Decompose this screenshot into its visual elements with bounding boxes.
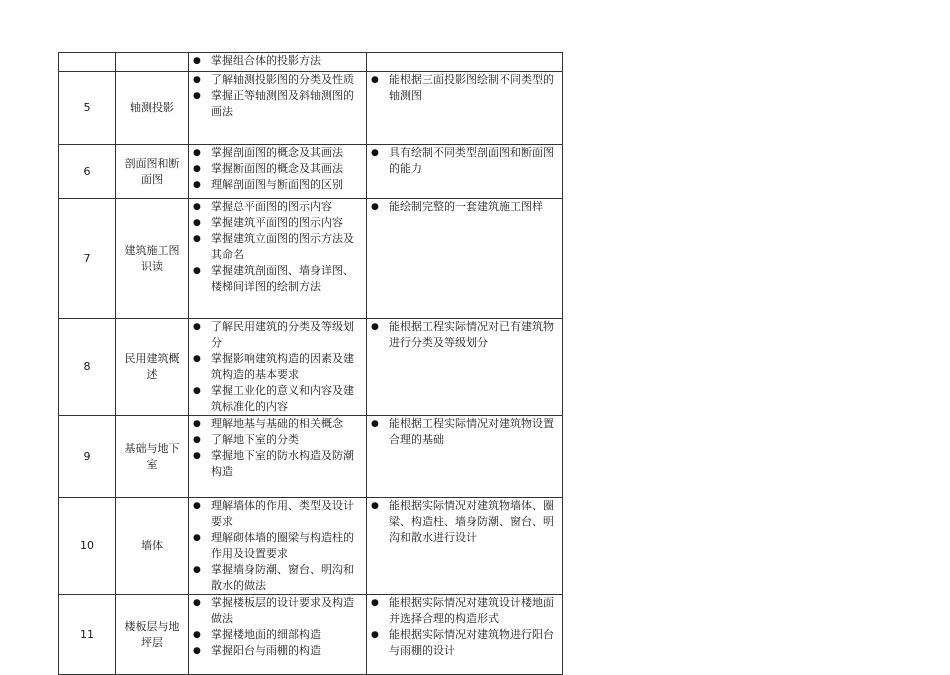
skill-item <box>371 416 560 448</box>
knowledge-item <box>193 215 364 231</box>
lesson-name: 楼板层与地坪层 <box>116 595 189 675</box>
skill-item <box>371 498 560 546</box>
knowledge-cell <box>189 199 367 319</box>
knowledge-item <box>193 319 364 351</box>
skills-cell <box>367 416 563 498</box>
bullet-icon: ● <box>193 435 201 445</box>
lesson-name: 建筑施工图识读 <box>116 199 189 319</box>
bullet-icon: ● <box>193 501 201 511</box>
bullet-icon: ● <box>193 354 201 364</box>
knowledge-item-text: 掌握影响建筑构造的因素及建筑构造的基本要求 <box>211 352 354 381</box>
lesson-name: 剖面图和断面图 <box>116 145 189 199</box>
skill-item-text: 能绘制完整的一套建筑施工图样 <box>389 200 543 213</box>
lesson-number: 10 <box>59 498 116 595</box>
knowledge-item-text: 掌握正等轴测图及斜轴测图的画法 <box>211 89 354 118</box>
bullet-icon: ● <box>193 148 201 158</box>
knowledge-item-text: 掌握断面图的概念及其画法 <box>211 162 343 175</box>
table-row <box>59 199 563 319</box>
knowledge-item-text: 掌握楼板层的设计要求及构造做法 <box>211 596 354 625</box>
bullet-icon: ● <box>371 148 379 158</box>
knowledge-item <box>193 595 364 627</box>
bullet-icon: ● <box>193 234 201 244</box>
knowledge-item-text: 掌握剖面图的概念及其画法 <box>211 146 343 159</box>
lesson-number: 5 <box>59 72 116 145</box>
lesson-name: 轴测投影 <box>116 72 189 145</box>
knowledge-item <box>193 432 364 448</box>
knowledge-item-text: 理解剖面图与断面图的区别 <box>211 178 343 191</box>
bullet-icon: ● <box>193 218 201 228</box>
skill-item-text: 能根据三面投影图绘制不同类型的轴测图 <box>389 73 554 102</box>
skill-item <box>371 72 560 104</box>
knowledge-cell <box>189 416 367 498</box>
bullet-icon: ● <box>371 630 379 640</box>
table-row <box>59 72 563 145</box>
bullet-icon: ● <box>193 533 201 543</box>
knowledge-item-text: 掌握阳台与雨棚的构造 <box>211 644 321 657</box>
skill-item <box>371 145 560 177</box>
knowledge-cell <box>189 498 367 595</box>
table-body <box>59 53 563 675</box>
knowledge-item <box>193 351 364 383</box>
knowledge-item <box>193 562 364 594</box>
skills-cell <box>367 595 563 675</box>
knowledge-item-text: 掌握建筑剖面图、墙身详图、楼梯间详图的绘制方法 <box>211 264 354 293</box>
knowledge-item <box>193 448 364 480</box>
table-row <box>59 498 563 595</box>
bullet-icon: ● <box>371 598 379 608</box>
bullet-icon: ● <box>193 646 201 656</box>
knowledge-item <box>193 53 364 69</box>
knowledge-cell <box>189 319 367 416</box>
knowledge-item-text: 掌握组合体的投影方法 <box>211 54 321 67</box>
lesson-number: 8 <box>59 319 116 416</box>
skill-item-text: 能根据实际情况对建筑物墙体、圈梁、构造柱、墙身防潮、窗台、明沟和散水进行设计 <box>389 499 554 544</box>
knowledge-item <box>193 88 364 120</box>
knowledge-item-text: 理解地基与基础的相关概念 <box>211 417 343 430</box>
table-row <box>59 53 563 72</box>
bullet-icon: ● <box>193 451 201 461</box>
skills-cell <box>367 145 563 199</box>
bullet-icon: ● <box>193 322 201 332</box>
bullet-icon: ● <box>371 501 379 511</box>
lesson-name <box>116 53 189 72</box>
skill-item <box>371 199 560 215</box>
skill-item-text: 能根据实际情况对建筑设计楼地面并选择合理的构造形式 <box>389 596 554 625</box>
knowledge-item-text: 了解地下室的分类 <box>211 433 299 446</box>
knowledge-cell <box>189 145 367 199</box>
knowledge-item-text: 理解墙体的作用、类型及设计要求 <box>211 499 354 528</box>
bullet-icon: ● <box>193 565 201 575</box>
skill-item <box>371 319 560 351</box>
bullet-icon: ● <box>193 202 201 212</box>
lesson-name: 墙体 <box>116 498 189 595</box>
knowledge-cell <box>189 53 367 72</box>
bullet-icon: ● <box>193 180 201 190</box>
table-row <box>59 595 563 675</box>
bullet-icon: ● <box>193 164 201 174</box>
skills-cell <box>367 199 563 319</box>
bullet-icon: ● <box>371 75 379 85</box>
knowledge-item <box>193 161 364 177</box>
skill-item <box>371 627 560 659</box>
knowledge-item-text: 理解砌体墙的圈梁与构造柱的作用及设置要求 <box>211 531 354 560</box>
bullet-icon: ● <box>193 266 201 276</box>
bullet-icon: ● <box>193 386 201 396</box>
knowledge-item-text: 掌握楼地面的细部构造 <box>211 628 321 641</box>
bullet-icon: ● <box>193 56 201 66</box>
lesson-number: 11 <box>59 595 116 675</box>
course-syllabus-table <box>58 52 563 675</box>
lesson-number: 6 <box>59 145 116 199</box>
table-row <box>59 145 563 199</box>
knowledge-item <box>193 627 364 643</box>
lesson-number: 7 <box>59 199 116 319</box>
bullet-icon: ● <box>193 419 201 429</box>
knowledge-item-text: 掌握工业化的意义和内容及建筑标准化的内容 <box>211 384 354 413</box>
knowledge-item <box>193 263 364 295</box>
knowledge-item <box>193 416 364 432</box>
skills-cell <box>367 319 563 416</box>
knowledge-item-text: 掌握总平面图的图示内容 <box>211 200 332 213</box>
knowledge-item <box>193 72 364 88</box>
knowledge-item-text: 了解轴测投影图的分类及性质 <box>211 73 354 86</box>
bullet-icon: ● <box>193 91 201 101</box>
knowledge-item <box>193 145 364 161</box>
knowledge-cell <box>189 72 367 145</box>
knowledge-item <box>193 177 364 193</box>
bullet-icon: ● <box>371 322 379 332</box>
knowledge-item-text: 了解民用建筑的分类及等级划分 <box>211 320 354 349</box>
skills-cell <box>367 72 563 145</box>
skill-item-text: 能根据实际情况对建筑物进行阳台与雨棚的设计 <box>389 628 554 657</box>
skills-cell <box>367 53 563 72</box>
knowledge-item-text: 掌握建筑平面图的图示内容 <box>211 216 343 229</box>
skill-item <box>371 595 560 627</box>
lesson-number: 9 <box>59 416 116 498</box>
knowledge-item <box>193 530 364 562</box>
bullet-icon: ● <box>193 598 201 608</box>
bullet-icon: ● <box>371 419 379 429</box>
bullet-icon: ● <box>193 630 201 640</box>
knowledge-cell <box>189 595 367 675</box>
knowledge-item <box>193 498 364 530</box>
knowledge-item-text: 掌握墙身防潮、窗台、明沟和散水的做法 <box>211 563 354 592</box>
bullet-icon: ● <box>371 202 379 212</box>
table-row <box>59 319 563 416</box>
knowledge-item <box>193 231 364 263</box>
knowledge-item <box>193 643 364 659</box>
knowledge-item-text: 掌握建筑立面图的图示方法及其命名 <box>211 232 354 261</box>
table-row <box>59 416 563 498</box>
knowledge-item <box>193 383 364 415</box>
skills-cell <box>367 498 563 595</box>
lesson-name: 基础与地下室 <box>116 416 189 498</box>
bullet-icon: ● <box>193 75 201 85</box>
skill-item-text: 能根据工程实际情况对建筑物设置合理的基础 <box>389 417 554 446</box>
skill-item-text: 能根据工程实际情况对已有建筑物进行分类及等级划分 <box>389 320 554 349</box>
knowledge-item <box>193 199 364 215</box>
lesson-number <box>59 53 116 72</box>
lesson-name: 民用建筑概述 <box>116 319 189 416</box>
knowledge-item-text: 掌握地下室的防水构造及防潮构造 <box>211 449 354 478</box>
skill-item-text: 具有绘制不同类型剖面图和断面图的能力 <box>389 146 554 175</box>
